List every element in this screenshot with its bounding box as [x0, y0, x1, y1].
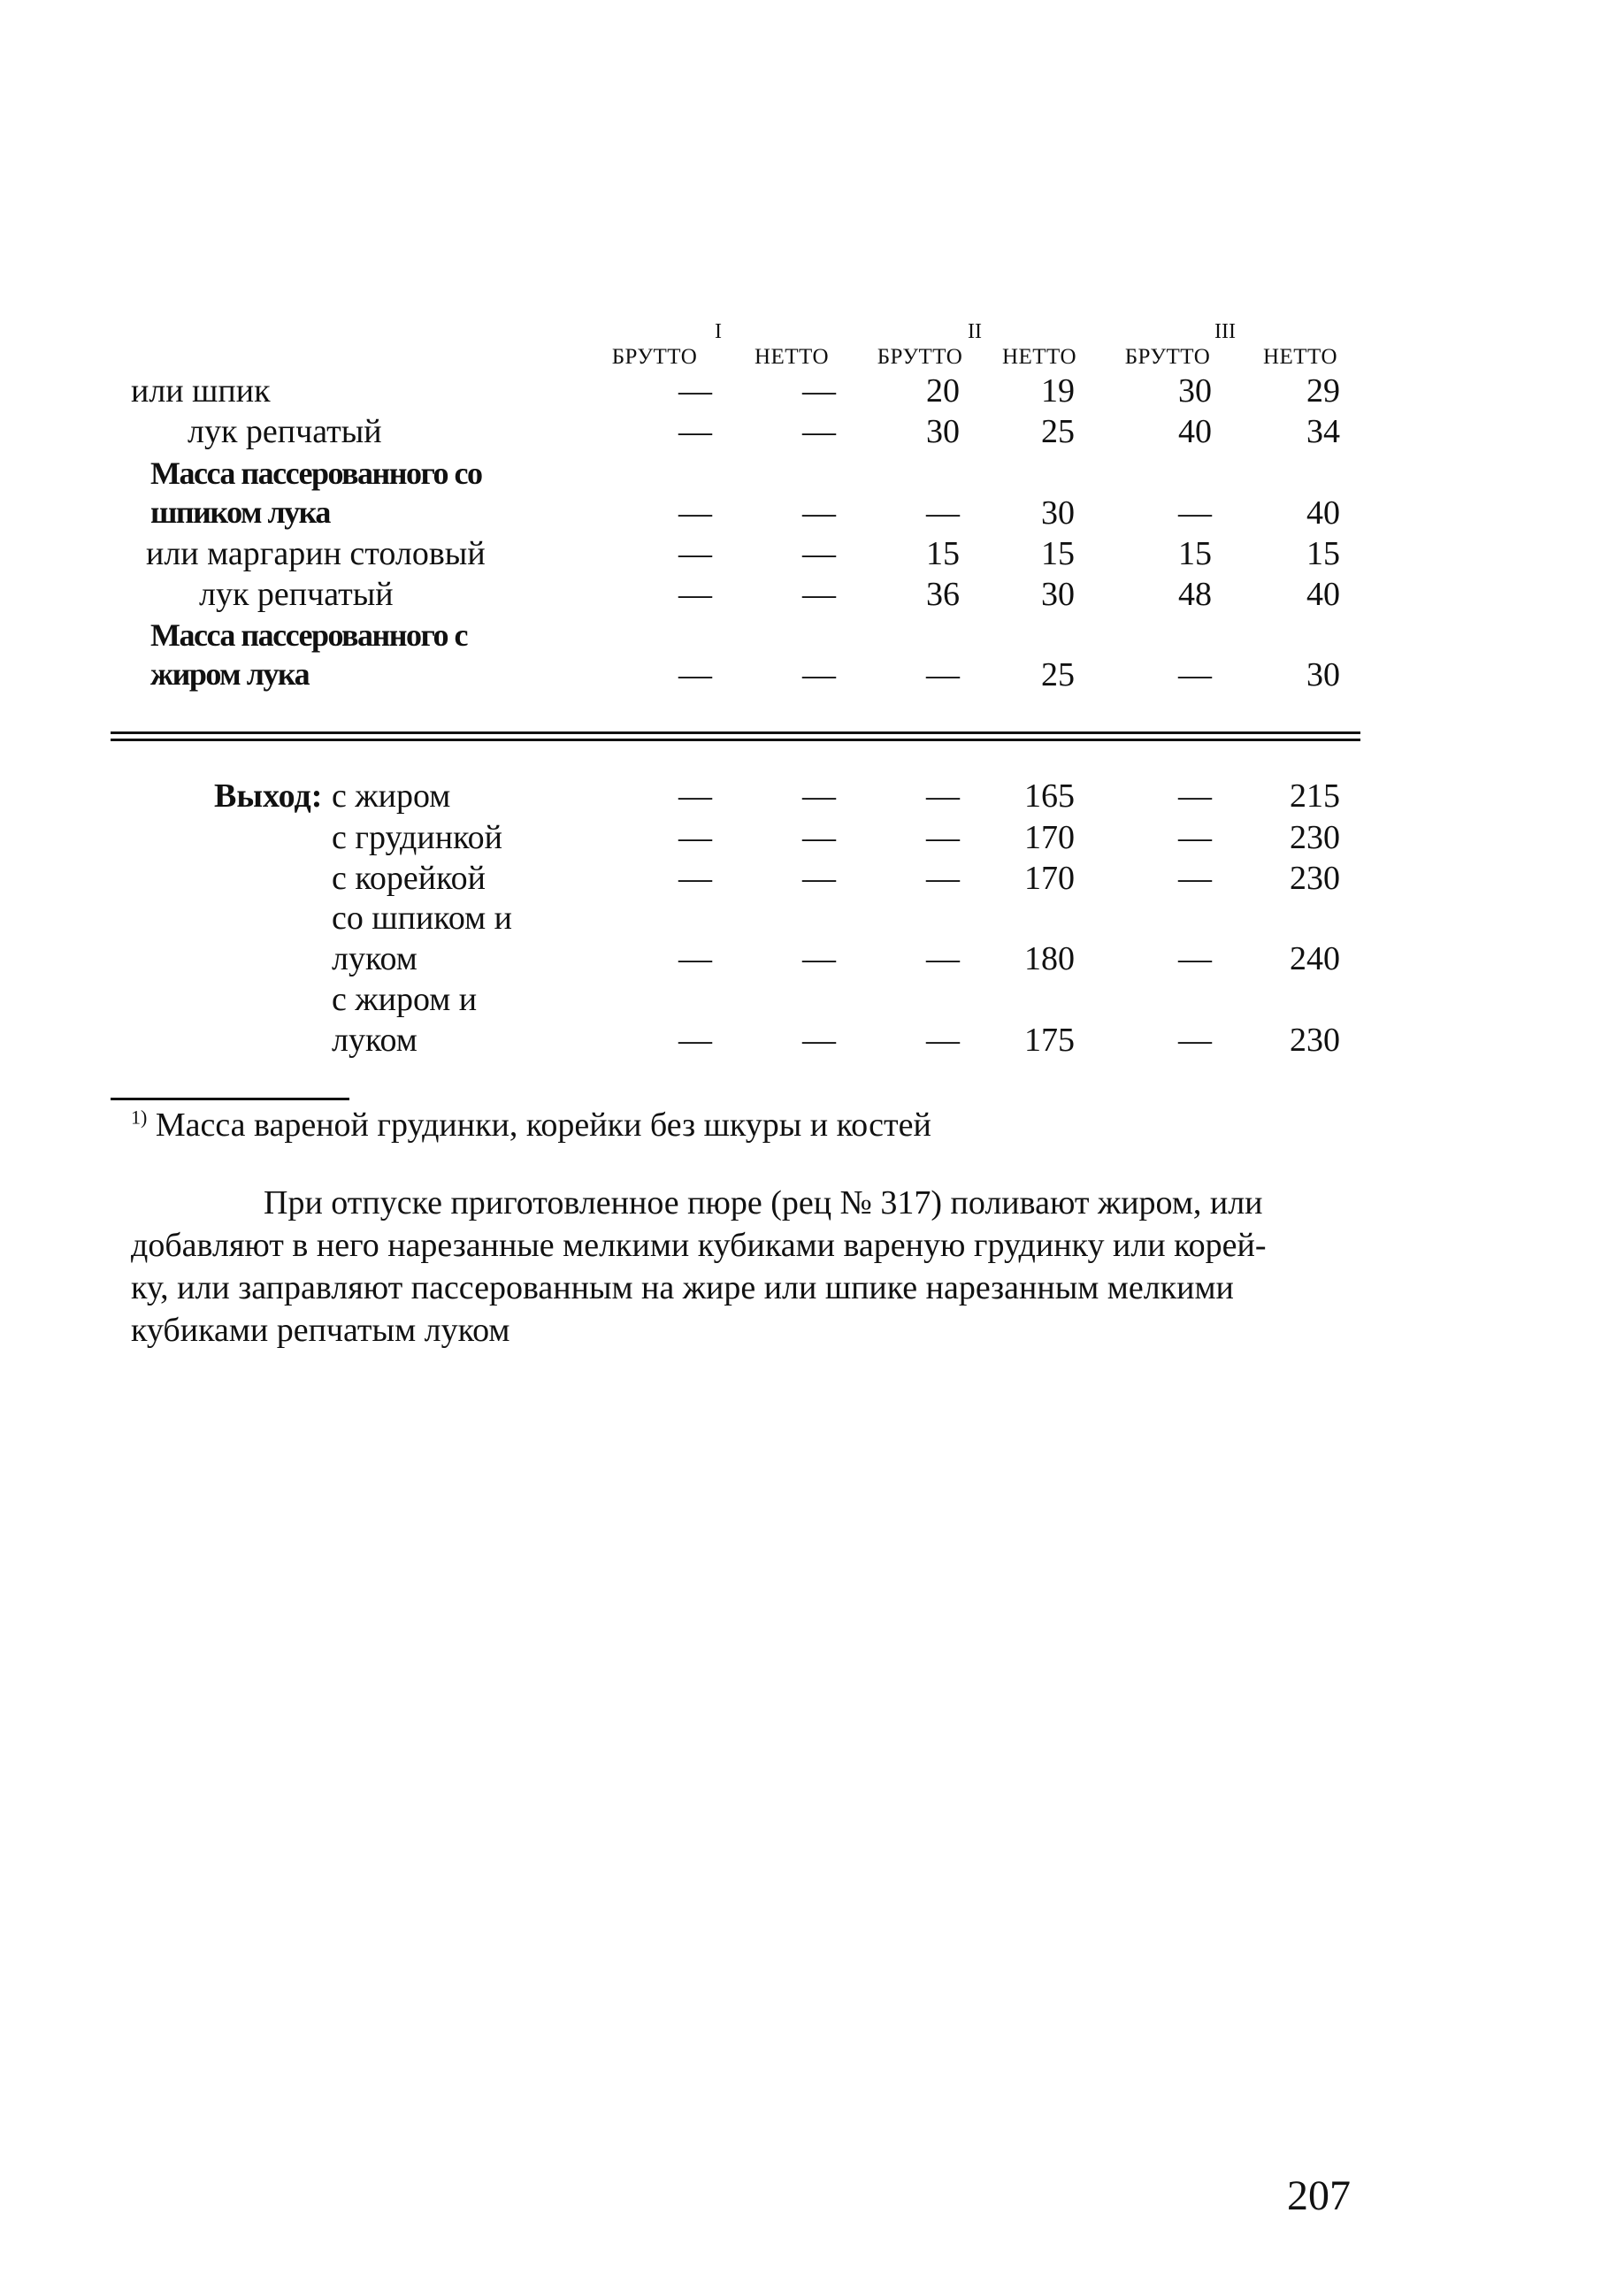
cell-r3-c0: — — [678, 535, 712, 572]
yield-cell-r1-c4: — — [1178, 819, 1212, 856]
cell-r2-c3: 30 — [1041, 494, 1075, 532]
footnote-marker: 1) — [131, 1106, 148, 1129]
cell-r0-c4: 30 — [1178, 372, 1212, 410]
row-label-massa-shpik-line1: Масса пассерованного со — [150, 456, 482, 491]
group-label-i: I — [715, 320, 722, 343]
column-header-brutto-1: БРУТТО — [611, 345, 698, 369]
column-header-netto-1: НЕТТО — [754, 345, 830, 369]
yield-cell-r1-c2: — — [926, 819, 960, 856]
yield-cell-r1-c1: — — [802, 819, 836, 856]
yield-cell-r0-c4: — — [1178, 777, 1212, 815]
column-header-netto-2: НЕТТО — [1001, 345, 1077, 369]
row-label-massa-shpik-line2: шпиком лука — [150, 494, 330, 530]
yield-cell-r4-c3: 175 — [1024, 1022, 1075, 1059]
cell-r5-c3: 25 — [1041, 656, 1075, 693]
paragraph-line-2: добавляют в него нарезанные мелкими кубиками вареную грудинку или корей- — [131, 1227, 1267, 1264]
yield-cell-r1-c3: 170 — [1024, 819, 1075, 856]
footnote — [131, 1106, 931, 1145]
yield-cell-r3-c2: — — [926, 940, 960, 977]
cell-r5-c4: — — [1178, 656, 1212, 693]
row-label-luk-repchatyi-1: лук репчатый — [188, 413, 382, 450]
column-header-brutto-2: БРУТТО — [877, 345, 963, 369]
cell-r1-c1: — — [802, 413, 836, 450]
cell-r3-c2: 15 — [926, 535, 960, 572]
yield-cell-r0-c3: 165 — [1024, 777, 1075, 815]
yield-label-s-zhirom: с жиром — [332, 777, 451, 815]
cell-r1-c0: — — [678, 413, 712, 450]
cell-r0-c1: — — [802, 372, 836, 410]
yield-cell-r0-c1: — — [802, 777, 836, 815]
footnote-separator — [111, 1098, 349, 1100]
cell-r3-c1: — — [802, 535, 836, 572]
row-label-massa-zhir-line1: Масса пассерованного с — [150, 617, 467, 653]
row-label-luk-repchatyi-2: лук репчатый — [199, 576, 394, 613]
yield-label-so-shpikom-line2: луком — [332, 940, 417, 977]
yield-cell-r4-c4: — — [1178, 1022, 1212, 1059]
paragraph-line-4: кубиками репчатым луком — [131, 1312, 510, 1349]
cell-r0-c3: 19 — [1041, 372, 1075, 410]
cell-r4-c0: — — [678, 576, 712, 613]
yield-label-s-koreikoi: с корейкой — [332, 860, 486, 897]
cell-r2-c5: 40 — [1306, 494, 1340, 532]
yield-prefix: Выход: — [214, 777, 323, 815]
yield-cell-r4-c0: — — [678, 1022, 712, 1059]
cell-r3-c3: 15 — [1041, 535, 1075, 572]
cell-r4-c5: 40 — [1306, 576, 1340, 613]
cell-r4-c1: — — [802, 576, 836, 613]
yield-cell-r2-c2: — — [926, 860, 960, 897]
table-divider-rule-top — [111, 731, 1360, 734]
cell-r3-c5: 15 — [1306, 535, 1340, 572]
yield-cell-r2-c0: — — [678, 860, 712, 897]
cell-r5-c5: 30 — [1306, 656, 1340, 693]
yield-cell-r3-c5: 240 — [1290, 940, 1340, 977]
cell-r1-c2: 30 — [926, 413, 960, 450]
row-label-massa-zhir-line2: жиром лука — [150, 656, 310, 692]
paragraph-line-3: ку, или заправляют пассерованным на жире или шпике нарезанным мелкими — [131, 1269, 1234, 1306]
yield-cell-r0-c0: — — [678, 777, 712, 815]
yield-cell-r2-c3: 170 — [1024, 860, 1075, 897]
yield-cell-r0-c5: 215 — [1290, 777, 1340, 815]
cell-r1-c4: 40 — [1178, 413, 1212, 450]
cell-r2-c2: — — [926, 494, 960, 532]
column-header-brutto-3: БРУТТО — [1124, 345, 1211, 369]
paragraph-line-1: При отпуске приготовленное пюре (рец № 317) поливают жиром, или — [264, 1184, 1263, 1221]
cell-r0-c0: — — [678, 372, 712, 410]
cell-r0-c2: 20 — [926, 372, 960, 410]
cell-r2-c0: — — [678, 494, 712, 532]
cell-r4-c3: 30 — [1041, 576, 1075, 613]
cell-r0-c5: 29 — [1306, 372, 1340, 410]
yield-cell-r4-c5: 230 — [1290, 1022, 1340, 1059]
cell-r5-c1: — — [802, 656, 836, 693]
group-label-ii: II — [968, 320, 982, 343]
cell-r5-c0: — — [678, 656, 712, 693]
yield-cell-r3-c3: 180 — [1024, 940, 1075, 977]
cell-r4-c2: 36 — [926, 576, 960, 613]
yield-cell-r3-c4: — — [1178, 940, 1212, 977]
footnote-text: Масса вареной грудинки, корейки без шкуры и костей — [155, 1107, 931, 1144]
yield-label-s-zhirom-i-lukom-line1: с жиром и — [332, 981, 478, 1018]
yield-label-s-zhirom-i-lukom-line2: луком — [332, 1022, 417, 1059]
yield-label-so-shpikom-line1: со шпиком и — [332, 900, 512, 937]
cell-r4-c4: 48 — [1178, 576, 1212, 613]
cell-r1-c3: 25 — [1041, 413, 1075, 450]
yield-cell-r3-c1: — — [802, 940, 836, 977]
yield-cell-r1-c5: 230 — [1290, 819, 1340, 856]
page-number: 207 — [1287, 2172, 1351, 2219]
yield-cell-r2-c5: 230 — [1290, 860, 1340, 897]
cell-r2-c4: — — [1178, 494, 1212, 532]
cell-r5-c2: — — [926, 656, 960, 693]
yield-cell-r0-c2: — — [926, 777, 960, 815]
cell-r1-c5: 34 — [1306, 413, 1340, 450]
yield-cell-r2-c4: — — [1178, 860, 1212, 897]
column-header-netto-3: НЕТТО — [1262, 345, 1338, 369]
yield-label-s-grudinkoi: с грудинкой — [332, 819, 502, 856]
row-label-margarin: или маргарин столовый — [146, 535, 486, 572]
row-label-ili-shpik: или шпик — [131, 372, 271, 410]
table-divider-rule-bottom — [111, 739, 1360, 741]
cell-r3-c4: 15 — [1178, 535, 1212, 572]
group-label-iii: III — [1214, 320, 1236, 343]
yield-cell-r3-c0: — — [678, 940, 712, 977]
yield-cell-r4-c1: — — [802, 1022, 836, 1059]
yield-cell-r2-c1: — — [802, 860, 836, 897]
yield-cell-r1-c0: — — [678, 819, 712, 856]
cell-r2-c1: — — [802, 494, 836, 532]
yield-cell-r4-c2: — — [926, 1022, 960, 1059]
